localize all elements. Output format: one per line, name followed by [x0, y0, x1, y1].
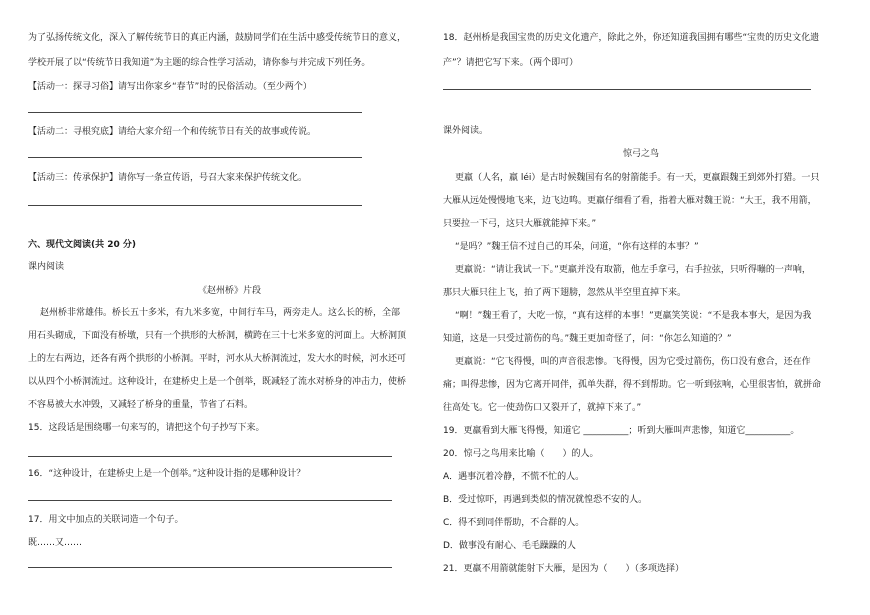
- question-20-option-d[interactable]: D．做事没有耐心、毛毛躁躁的人: [443, 541, 576, 551]
- story-line: 大雁从远处慢慢地飞来，边飞边鸣。更羸仔细看了看，指着大雁对魏王说：“大王，我不用箭，: [443, 196, 817, 206]
- activity-1-prompt: 【活动一：探寻习俗】请写出你家乡“春节”时的民俗活动。（至少两个）: [28, 82, 312, 92]
- activity-3-answer-line[interactable]: [28, 205, 362, 206]
- story-line: 更羸说：“它飞得慢，叫的声音很悲惨。飞得慢，因为它受过箭伤，伤口没有愈合，还在作: [455, 357, 811, 367]
- activity-2-prompt: 【活动二：寻根究底】请给大家介绍一个和传统节日有关的故事或传说。: [28, 127, 317, 137]
- activity-3-prompt: 【活动三：传承保护】请你写一条宣传语，号召大家来保护传统文化。: [28, 173, 308, 183]
- passage-line: 不容易被大水冲毁，又减轻了桥身的重量，节省了石料。: [28, 400, 254, 410]
- question-16-answer-line[interactable]: [28, 500, 392, 501]
- activity-1-answer-line[interactable]: [28, 112, 362, 113]
- question-17-answer-line[interactable]: [28, 567, 392, 568]
- question-15-answer-line[interactable]: [28, 456, 392, 457]
- passage-line: 赵州桥非常雄伟。桥长五十多米，有九米多宽，中间行车马，两旁走人。这么长的桥，全部: [40, 308, 401, 318]
- question-17-prompt: 既……又……: [28, 538, 83, 548]
- story-line: “是吗？”魏王信不过自己的耳朵，问道，“你有这样的本事？”: [455, 242, 699, 252]
- story-line: 更羸（人名，羸 léi）是古时候魏国有名的射箭能手。有一天，更羸跟魏王到郊外打猎。一只: [455, 173, 820, 183]
- story-line: 痛；叫得悲惨，因为它离开同伴，孤单失群，得不到帮助。它一听到弦响，心里很害怕，就拼命: [443, 380, 822, 390]
- extra-reading-heading: 课外阅读。: [443, 126, 489, 136]
- passage-line: 以从四个小桥洞流过。这种设计，在建桥史上是一个创举，既减轻了流水对桥身的冲击力，使桥: [28, 377, 407, 387]
- intro-line-2: 学校开展了以“传统节日我知道”为主题的综合性学习活动，请你参与并完成下列任务。: [28, 58, 371, 68]
- question-20-option-a[interactable]: A．遇事沉着冷静，不慌不忙的人。: [443, 472, 585, 482]
- question-20: 20．惊弓之鸟用来比喻（ ）的人。: [443, 449, 599, 459]
- story-line: 往高处飞。它一使劲伤口又裂开了，就掉下来了。”: [443, 403, 642, 413]
- story-line: 知道，这是一只受过箭伤的鸟。”魏王更加奇怪了，问：“你怎么知道的？”: [443, 334, 732, 344]
- question-17: 17．用文中加点的关联词造一个句子。: [28, 515, 184, 525]
- in-class-reading-heading: 课内阅读: [28, 262, 65, 272]
- story-line: 只要拉一下弓，这只大雁就能掉下来。”: [443, 219, 597, 229]
- story-line: “啊！”魏王看了，大吃一惊，“真有这样的本事！”更羸笑笑说：“不是我本事大，是因为我: [455, 311, 812, 321]
- question-18-line-2: 产”？请把它写下来。（两个即可）: [443, 58, 579, 68]
- passage-title: 《赵州桥》片段: [198, 286, 262, 296]
- question-15: 15．这段话是围绕哪一句来写的，请把这个句子抄写下来。: [28, 423, 265, 433]
- question-20-option-b[interactable]: B．受过惊吓，再遇到类似的情况就惶恐不安的人。: [443, 495, 648, 505]
- story-title: 惊弓之鸟: [623, 149, 660, 159]
- intro-line-1: 为了弘扬传统文化，深入了解传统节日的真正内涵，鼓励同学们在生活中感受传统节日的意义，: [28, 33, 407, 43]
- question-16: 16．“这种设计，在建桥史上是一个创举。”这种设计指的是哪种设计？: [28, 469, 306, 479]
- activity-2-answer-line[interactable]: [28, 157, 362, 158]
- section-6-heading: 六、现代文阅读(共 20 分): [28, 240, 137, 250]
- passage-line: 用石头砌成，下面没有桥墩，只有一个拱形的大桥洞，横跨在三十七米多宽的河面上。大桥洞顶: [28, 331, 407, 341]
- question-18-answer-line[interactable]: [443, 89, 811, 90]
- story-line: 那只大雁只往上飞，拍了两下翅膀，忽然从半空里直掉下来。: [443, 288, 687, 298]
- question-20-option-c[interactable]: C．得不到同伴帮助，不合群的人。: [443, 518, 585, 528]
- question-21: 21．更羸不用箭就能射下大雁，是因为（ ）（多项选择）: [443, 564, 684, 574]
- passage-line: 上的左右两边，还各有两个拱形的小桥洞。平时，河水从大桥洞流过，发大水的时候，河水还可: [28, 354, 407, 364]
- question-18-line-1: 18．赵州桥是我国宝贵的历史文化遗产，除此之外，你还知道我国拥有哪些“宝贵的历史文化遗: [443, 33, 820, 43]
- story-line: 更羸说：“请让我试一下。”更羸并没有取箭，他左手拿弓，右手拉弦，只听得嘣的一声响，: [455, 265, 811, 275]
- question-19: 19．更羸看到大雁飞得慢，知道它 __________；听到大雁叫声悲惨，知道它__________。: [443, 426, 800, 436]
